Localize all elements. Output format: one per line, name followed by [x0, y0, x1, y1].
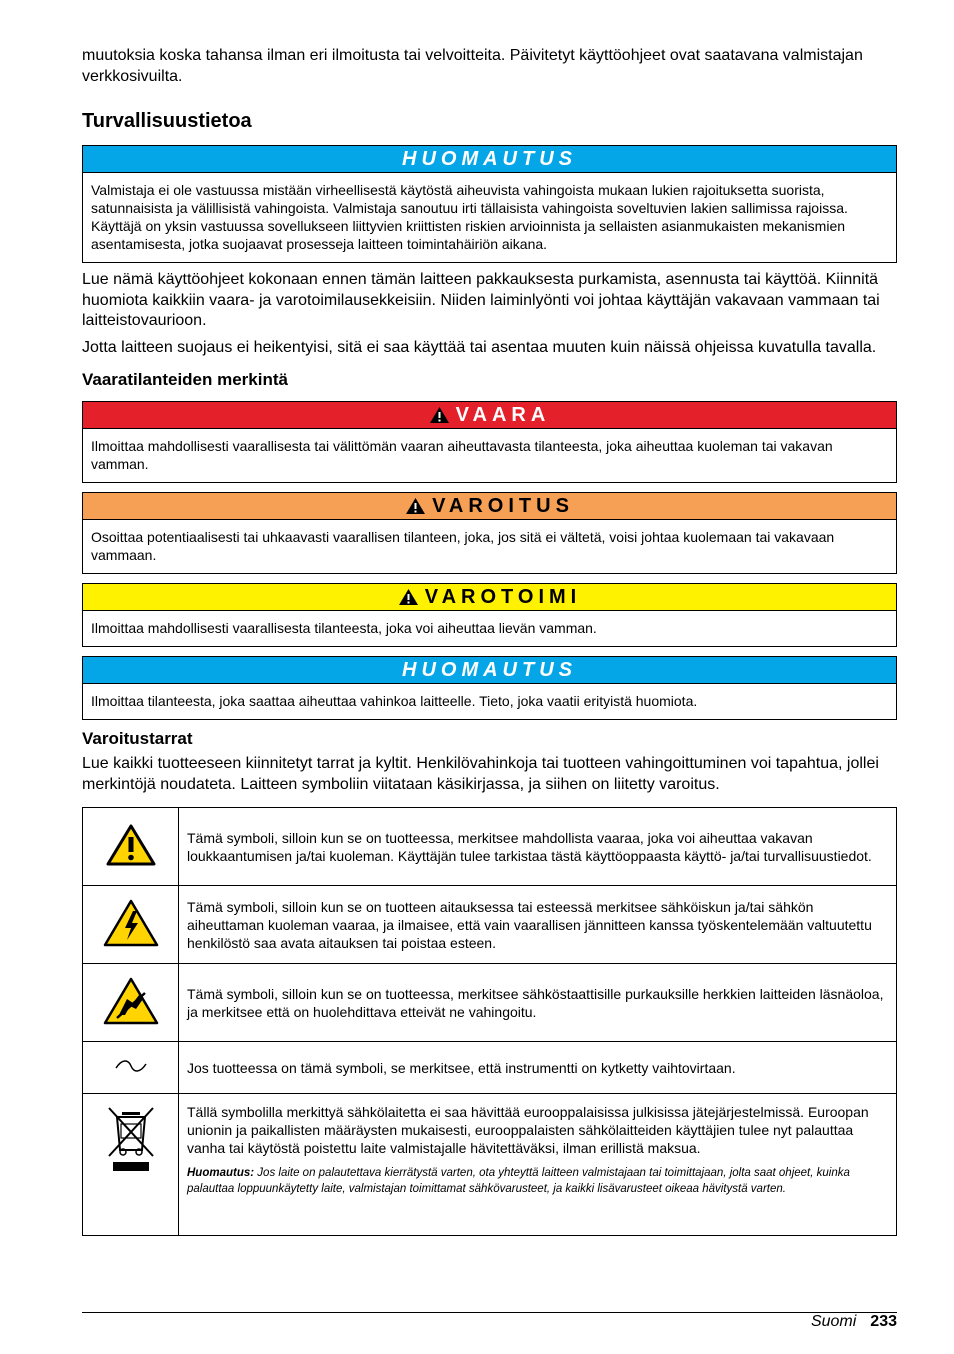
labels-heading: Varoitustarrat — [82, 729, 193, 748]
hazard-heading: Vaaratilanteiden merkintä — [82, 370, 288, 389]
weee-text: Tällä symbolilla merkittyä sähkölaitetta ei saa hävittää eurooppalaisissa julkisissa jätejärjestelmissä. Euroopan unionin ja paikallisten määräysten mukaisesti, eurooppalaisten sähkölaitteiden käyttäjien tulee nyt palauttaa vanha tai käytöstä poistettu laite valmistajalle hävitettäväksi, ilman erillistä maksua. — [187, 1104, 869, 1156]
symbol-description: Tämä symboli, silloin kun se on tuotteessa, merkitsee sähköstaattisille purkauksille herkkien laitteiden läsnäoloa, ja merkitsee että on huolehdittava etteivät ne vahingoitu. — [179, 964, 897, 1042]
warning-text: Osoittaa potentiaalisesti tai uhkaavasti vaarallisen tilanteen, joka, jos sitä ei vältetä, voisi johtaa kuolemaan tai vakavaan vammaan. — [91, 529, 835, 563]
table-row — [83, 1094, 897, 1236]
page-content — [82, 46, 897, 1236]
warning-box-header — [83, 493, 896, 520]
footer-divider — [82, 1312, 897, 1313]
symbol-description-weee — [179, 1094, 897, 1236]
warning-triangle-icon — [398, 588, 419, 606]
notice-label: HUOMAUTUS — [402, 658, 577, 681]
footer-language: Suomi — [810, 1313, 857, 1330]
notice-label: HUOMAUTUS — [402, 147, 577, 170]
esd-icon — [83, 964, 179, 1042]
table-row — [83, 808, 897, 886]
symbols-table — [82, 807, 897, 1236]
safety-paragraph-1: Lue nämä käyttöohjeet kokonaan ennen tämän laitteen pakkauksesta purkamista, asennusta tai käyttöä. Kiinnitä huomiota kaikkiin vaara- ja varotoimilausekkeisiin. Niiden laiminlyönti voi johtaa käyttäjän vakavaan vammaan tai laitteistovaurioon. — [82, 271, 880, 329]
table-row — [83, 964, 897, 1042]
notice-box-text: Valmistaja ei ole vastuussa mistään virheellisestä käytöstä aiheuvista vahingoista mukaan lukien rajoituksetta suorista, satunnaisista ja välillisistä vahingoista. Valmistaja sanoutuu irti tällaisista vahingoista soveltuvien lakien sallimissa rajoissa. Käyttäjä on yksin vastuussa sovellukseen liittyvien kriittisten riskien arvioinnista ja sellaisten asianmukaisten mekanismien asentamisesta, jotka suojaavat prosesseja laitteen toimintahäiriön aikana. — [91, 182, 848, 252]
symbol-description: Jos tuotteessa on tämä symboli, se merkitsee, että instrumentti on kytketty vaihtovirtaan. — [179, 1042, 897, 1094]
caution-box-header — [83, 584, 896, 611]
safety-paragraph-2: Jotta laitteen suojaus ei heikentyisi, sitä ei saa käyttää tai asentaa muuten kuin näissä ohjeissa kuvatulla tavalla. — [82, 338, 877, 356]
page-number: 233 — [870, 1313, 897, 1330]
note-label: Huomautus: — [187, 1167, 255, 1179]
electric-shock-icon — [83, 886, 179, 964]
notice-box-header — [83, 657, 896, 684]
table-row — [83, 886, 897, 964]
page-footer — [811, 1312, 897, 1332]
danger-label: VAARA — [455, 403, 551, 426]
caution-label: VAROTOIMI — [424, 585, 582, 608]
weee-bin-icon — [83, 1094, 179, 1236]
danger-text: Ilmoittaa mahdollisesti vaarallisesta tai välittömän vaaran aiheuttavasta tilanteesta, joka aiheuttaa kuoleman tai vakavan vamman. — [91, 438, 833, 472]
table-row — [83, 1042, 897, 1094]
intro-continuation: muutoksia koska tahansa ilman eri ilmoitusta tai velvoitteita. Päivitetyt käyttöohjeet ovat saatavana valmistajan verkkosivuilta. — [82, 47, 863, 85]
alternating-current-icon — [83, 1042, 179, 1094]
warning-label: VAROITUS — [432, 494, 574, 517]
notice-box-disclaimer — [82, 145, 897, 263]
caution-box — [82, 583, 897, 647]
weee-note — [187, 1165, 888, 1197]
labels-intro: Lue kaikki tuotteeseen kiinnitetyt tarrat ja kyltit. Henkilövahinkoja tai tuotteen vahingoittuminen voi tapahtua, jollei merkintöjä noudateta. Laitteen symboliin viitataan käsikirjassa, ja siihen on liitetty varoitus. — [82, 755, 879, 793]
general-warning-icon — [83, 808, 179, 886]
notice-box — [82, 656, 897, 720]
danger-box — [82, 401, 897, 483]
note-text: Jos laite on palautettava kierrätystä varten, ota yhteyttä laitteen valmistajaan tai toimittajaan, jolta saat ohjeet, kuinka palauttaa loppuunkäytetty laite, valmistajan toimittamat sähkövarusteet, ja kaikki lisävarusteet oikeaa hävitystä varten. — [187, 1167, 850, 1195]
danger-box-header — [83, 402, 896, 429]
notice-box-header — [83, 146, 896, 173]
warning-triangle-icon — [429, 406, 450, 424]
notice-text: Ilmoittaa tilanteesta, joka saattaa aiheuttaa vahinkoa laitteelle. Tieto, joka vaatii erityistä huomiota. — [91, 693, 698, 709]
caution-text: Ilmoittaa mahdollisesti vaarallisesta tilanteesta, joka voi aiheuttaa lievän vamman. — [91, 620, 597, 636]
warning-box — [82, 492, 897, 574]
warning-triangle-icon — [405, 497, 426, 515]
safety-heading: Turvallisuustietoa — [82, 110, 252, 132]
symbol-description: Tämä symboli, silloin kun se on tuotteessa, merkitsee mahdollista vaaraa, joka voi aiheuttaa vakavan loukkaantumisen ja/tai kuoleman. Käyttäjän tulee tarkistaa tästä käyttöoppaasta käyttö- ja/tai turvallisuustiedot. — [179, 808, 897, 886]
symbol-description: Tämä symboli, silloin kun se on tuotteen aitauksessa tai esteessä merkitsee sähköiskun ja/tai sähkön aiheuttaman kuoleman vaaraa, ja ilmaisee, että vain vaarallisen jännitteen kanssa työskentelemään valtuutettu henkilöstö saa avata aitauksen tai poistaa esteen. — [179, 886, 897, 964]
